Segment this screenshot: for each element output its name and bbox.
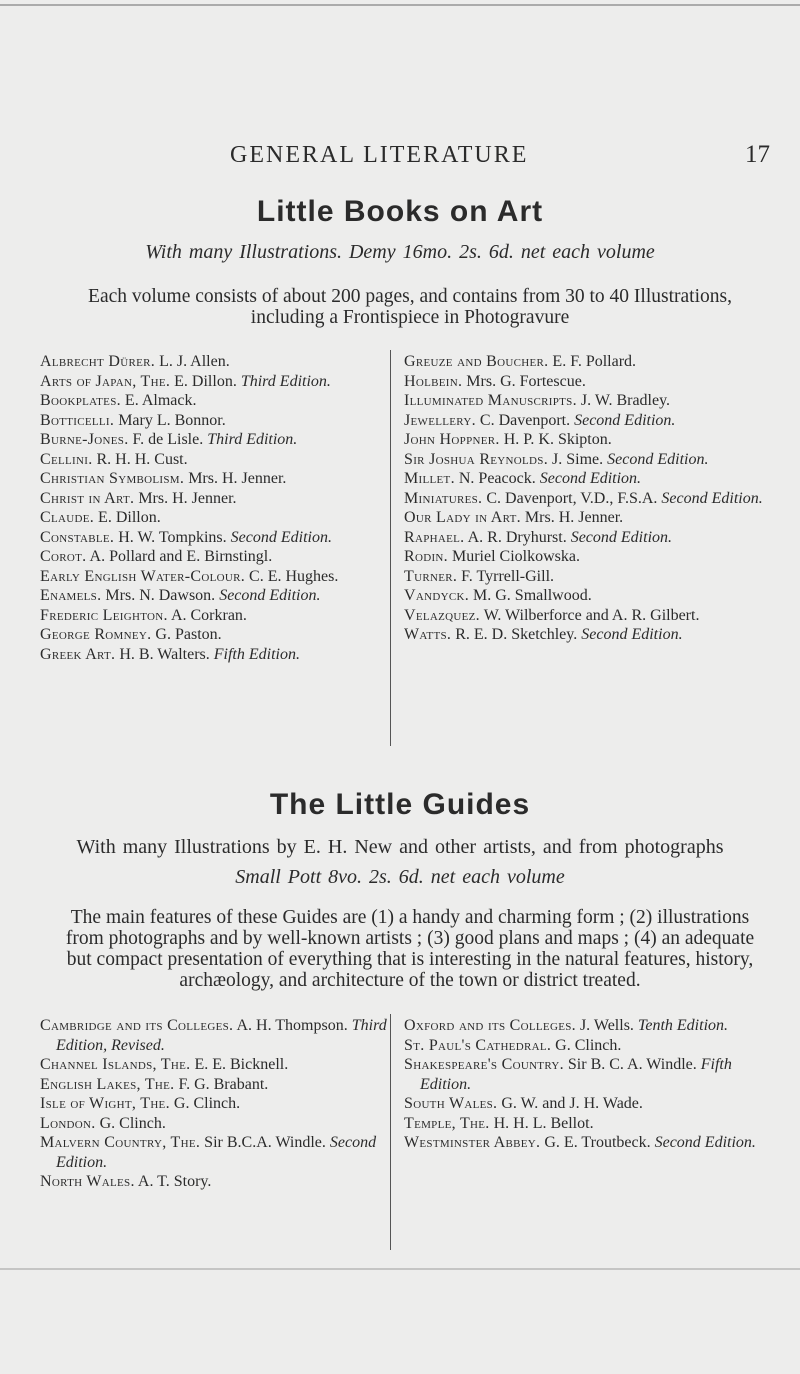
entry-title: Greuze and Boucher. — [404, 353, 549, 370]
catalogue-entry — [40, 567, 392, 587]
entry-author: F. G. Brabant. — [178, 1075, 269, 1093]
catalogue-entry — [404, 528, 766, 548]
entry-title: Channel Islands, The. — [40, 1056, 191, 1073]
catalogue-entry — [404, 411, 766, 431]
entry-edition: Second Edition. — [661, 489, 763, 507]
catalogue-entry — [404, 372, 766, 392]
entry-author: A. R. Dryhurst. — [467, 528, 567, 546]
entry-title: North Wales. — [40, 1173, 135, 1190]
entry-edition: Second Edition. — [607, 450, 709, 468]
column-divider — [390, 1014, 391, 1250]
catalogue-entry — [404, 1114, 766, 1134]
catalogue-entry — [404, 1016, 766, 1036]
entry-title: Oxford and its Colleges. — [404, 1017, 576, 1034]
entry-title: George Romney. — [40, 626, 152, 643]
entry-title: Temple, The. — [404, 1114, 490, 1132]
entry-edition: Second Edition. — [230, 528, 332, 546]
entry-author: C. Davenport. — [479, 411, 571, 429]
entry-title: Early English Water-Colour. — [40, 567, 246, 585]
entry-author: A. H. Thompson. — [236, 1017, 348, 1034]
entry-edition: Second Edition. — [570, 528, 673, 546]
catalogue-entry — [40, 1172, 392, 1192]
catalogue-entry — [40, 1094, 392, 1114]
entry-title: Velazquez. — [404, 606, 480, 624]
running-title: GENERAL LITERATURE — [230, 142, 529, 168]
entry-author: Mrs. H. Jenner. — [524, 509, 624, 526]
catalogue-entry — [40, 391, 392, 411]
section-title-little-guides: The Little Guides — [269, 788, 531, 821]
entry-title: Claude. — [40, 509, 95, 526]
entry-edition: Third Edition, Revised. — [56, 1017, 387, 1054]
entry-edition: Second Edition. — [219, 587, 321, 604]
entry-author: H. H. L. Bellot. — [493, 1114, 594, 1132]
entry-author: G. E. Troutbeck. — [544, 1134, 651, 1151]
entry-author: Mrs. H. Jenner. — [188, 470, 287, 487]
little-books-right-column — [404, 352, 766, 645]
entry-author: G. Clinch. — [99, 1114, 166, 1132]
entry-author: E. E. Bicknell. — [194, 1056, 289, 1073]
entry-edition: Second Edition. — [654, 1134, 756, 1151]
entry-author: H. W. Tompkins. — [118, 528, 227, 546]
entry-title: Rodin. — [404, 548, 448, 565]
entry-author: F. Tyrrell-Gill. — [461, 567, 555, 585]
entry-title: Illuminated Manuscripts. — [404, 392, 577, 409]
catalogue-entry — [40, 469, 392, 489]
entry-title: Greek Art. — [40, 645, 116, 663]
catalogue-entry — [404, 606, 766, 626]
entry-author: H. P. K. Skipton. — [503, 431, 612, 448]
catalogue-entry — [404, 547, 766, 567]
entry-author: Mrs. N. Dawson. — [105, 587, 216, 604]
entry-title: Bookplates. — [40, 392, 121, 409]
entry-title: Enamels. — [40, 587, 102, 604]
entry-edition: Second Edition. — [581, 626, 683, 643]
entry-author: R. H. H. Cust. — [96, 450, 188, 468]
entry-author: G. Clinch. — [555, 1036, 622, 1054]
entry-title: Turner. — [404, 567, 458, 585]
entry-title: Cellini. — [40, 450, 93, 468]
little-guides-intro: The main features of these Guides are (1) a handy and charming form ; (2) illustrations from photographs and by well-known artists ; (3) good plans and maps ; (4) an adequate but compact presentation of everything that is interesting in the natural features, history, archæology, and architecture of the town or district treated. — [65, 907, 755, 991]
entry-author: Muriel Ciolkowska. — [451, 548, 580, 565]
entry-author: E. Dillon. — [174, 372, 237, 390]
entry-author: C. Davenport, V.D., F.S.A. — [486, 489, 658, 507]
catalogue-entry — [40, 586, 392, 606]
entry-edition: Second Edition. — [574, 411, 676, 429]
column-divider — [390, 350, 391, 746]
catalogue-entry — [40, 411, 392, 431]
entry-author: W. Wilberforce and A. R. Gilbert. — [483, 606, 700, 624]
entry-edition: Second Edition. — [56, 1134, 377, 1171]
catalogue-entry — [404, 1094, 766, 1114]
entry-author: Sir B. C. A. Windle. — [567, 1056, 697, 1073]
entry-author: A. Corkran. — [170, 606, 247, 624]
bottom-rule — [0, 1268, 800, 1270]
entry-title: Our Lady in Art. — [404, 509, 521, 526]
top-rule — [0, 4, 800, 6]
catalogue-entry — [40, 1055, 392, 1075]
entry-author: F. de Lisle. — [132, 431, 204, 448]
catalogue-entry — [40, 450, 392, 470]
entry-author: R. E. D. Sketchley. — [455, 626, 578, 643]
entry-author: H. B. Walters. — [119, 645, 210, 663]
catalogue-entry — [40, 1114, 392, 1134]
catalogue-entry — [40, 645, 392, 665]
entry-title: Watts. — [404, 626, 452, 643]
catalogue-entry — [40, 1016, 392, 1055]
catalogue-entry — [40, 1075, 392, 1095]
entry-title: Vandyck. — [404, 587, 470, 604]
entry-author: G. Clinch. — [173, 1095, 241, 1112]
entry-title: Isle of Wight, The. — [40, 1095, 170, 1112]
entry-edition: Third Edition. — [207, 431, 298, 448]
entry-author: J. Wells. — [579, 1017, 634, 1034]
entry-author: A. T. Story. — [137, 1173, 212, 1190]
catalogue-entry — [404, 450, 766, 470]
catalogue-entry — [404, 1055, 766, 1094]
entry-title: Christ in Art. — [40, 489, 135, 507]
catalogue-entry — [40, 508, 392, 528]
entry-title: Sir Joshua Reynolds. — [404, 450, 549, 468]
catalogue-entry — [40, 352, 392, 372]
catalogue-entry — [404, 489, 766, 509]
catalogue-entry — [404, 508, 766, 528]
entry-author: E. Almack. — [124, 392, 197, 409]
catalogue-entry — [40, 430, 392, 450]
little-books-subtitle: With many Illustrations. Demy 16mo. 2s. 6d. net each volume — [145, 241, 655, 263]
entry-title: Westminster Abbey. — [404, 1134, 541, 1151]
entry-author: E. Dillon. — [98, 509, 161, 526]
catalogue-entry — [404, 1133, 766, 1153]
catalogue-entry — [404, 352, 766, 372]
catalogue-entry — [404, 391, 766, 411]
little-guides-right-column — [404, 1016, 766, 1153]
entry-title: Jewellery. — [404, 411, 476, 429]
entry-author: J. Sime. — [552, 450, 604, 468]
entry-title: St. Paul's Cathedral. — [404, 1036, 552, 1054]
entry-author: L. J. Allen. — [159, 353, 230, 370]
entry-title: Frederic Leighton. — [40, 606, 168, 624]
entry-title: Miniatures. — [404, 489, 483, 507]
catalogue-entry — [40, 372, 392, 392]
catalogue-entry — [404, 430, 766, 450]
entry-author: Mrs. H. Jenner. — [138, 489, 237, 507]
catalogue-entry — [404, 469, 766, 489]
entry-author: J. W. Bradley. — [580, 392, 671, 409]
entry-title: Cambridge and its Colleges. — [40, 1017, 234, 1034]
catalogue-entry — [40, 547, 392, 567]
little-books-left-column — [40, 352, 392, 664]
entry-author: C. E. Hughes. — [249, 567, 339, 585]
entry-author: E. F. Pollard. — [552, 353, 637, 370]
entry-title: John Hoppner. — [404, 431, 500, 448]
catalogue-entry — [404, 567, 766, 587]
entry-author: M. G. Smallwood. — [473, 587, 592, 604]
little-guides-subtitle-2: Small Pott 8vo. 2s. 6d. net each volume — [235, 866, 565, 888]
little-guides-left-column — [40, 1016, 392, 1192]
entry-title: Malvern Country, The. — [40, 1134, 201, 1151]
catalogue-entry — [40, 625, 392, 645]
entry-author: N. Peacock. — [458, 470, 536, 487]
catalogue-entry — [40, 606, 392, 626]
little-guides-subtitle-1: With many Illustrations by E. H. New and other artists, and from photographs — [76, 836, 724, 858]
entry-author: G. W. and J. H. Wade. — [501, 1095, 643, 1112]
entry-author: Sir B.C.A. Windle. — [204, 1134, 326, 1151]
entry-edition: Fifth Edition. — [213, 645, 300, 663]
entry-title: London. — [40, 1114, 96, 1132]
entry-title: Constable. — [40, 528, 115, 546]
catalogue-entry — [404, 1036, 766, 1056]
section-title-little-books: Little Books on Art — [256, 195, 544, 228]
entry-title: English Lakes, The. — [40, 1075, 175, 1093]
entry-title: Botticelli. — [40, 411, 115, 429]
catalogue-entry — [404, 625, 766, 645]
entry-author: Mrs. G. Fortescue. — [466, 372, 586, 390]
entry-title: Christian Symbolism. — [40, 470, 185, 487]
entry-title: Burne-Jones. — [40, 431, 129, 448]
entry-edition: Tenth Edition. — [637, 1017, 729, 1034]
catalogue-entry — [40, 1133, 392, 1172]
catalogue-entry — [40, 489, 392, 509]
entry-author: A. Pollard and E. Birnstingl. — [89, 548, 273, 565]
entry-edition: Second Edition. — [539, 470, 642, 487]
catalogue-entry — [404, 586, 766, 606]
entry-title: South Wales. — [404, 1095, 498, 1112]
entry-title: Millet. — [404, 470, 455, 487]
entry-title: Corot. — [40, 548, 87, 565]
entry-edition: Third Edition. — [240, 372, 331, 390]
entry-author: G. Paston. — [155, 626, 222, 643]
entry-edition: Fifth Edition. — [420, 1056, 732, 1093]
entry-title: Arts of Japan, The. — [40, 372, 171, 390]
entry-author: Mary L. Bonnor. — [118, 411, 226, 429]
entry-title: Holbein. — [404, 372, 463, 390]
entry-title: Shakespeare's Country. — [404, 1056, 564, 1073]
page-header — [230, 141, 770, 169]
little-books-intro: Each volume consists of about 200 pages, and contains from 30 to 40 Illustrations, including a Frontispiece in Photogravure — [88, 286, 732, 328]
entry-title: Raphael. — [404, 528, 465, 546]
page-number: 17 — [745, 141, 770, 168]
catalogue-entry — [40, 528, 392, 548]
entry-title: Albrecht Dürer. — [40, 353, 156, 370]
